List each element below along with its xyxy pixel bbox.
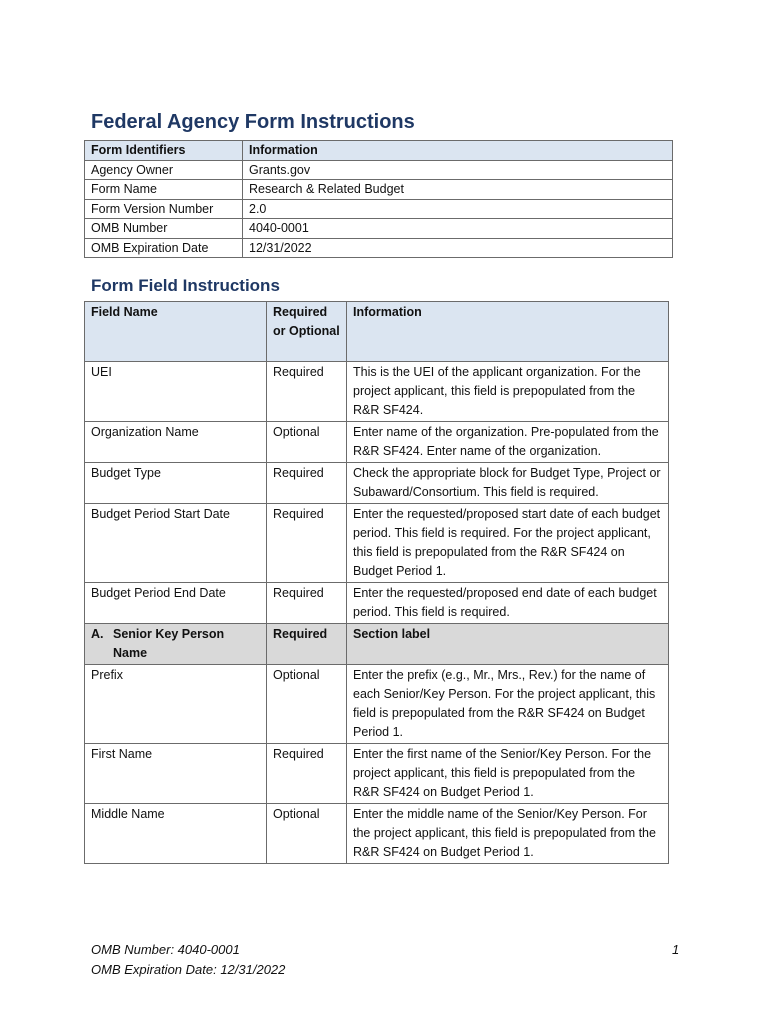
table-row xyxy=(85,744,669,804)
field-information: Check the appropriate block for Budget Type, Project or Subaward/Consortium. This field is required. xyxy=(347,463,669,504)
field-requirement: Optional xyxy=(267,665,347,744)
field-requirement: Required xyxy=(267,463,347,504)
section-row xyxy=(85,624,669,665)
table-row xyxy=(85,160,673,180)
identifier-value: Research & Related Budget xyxy=(243,180,673,200)
field-requirement: Required xyxy=(267,362,347,422)
column-header: Information xyxy=(243,141,673,161)
field-information: Enter the middle name of the Senior/Key Person. For the project applicant, this field is prepopulated from the R&R SF424 on Budget Period 1. xyxy=(347,804,669,864)
table-row xyxy=(85,463,669,504)
field-name: Budget Type xyxy=(85,463,267,504)
section-information: Section label xyxy=(347,624,669,665)
column-header: Form Identifiers xyxy=(85,141,243,161)
field-information: This is the UEI of the applicant organization. For the project applicant, this field is prepopulated from the R&R SF424. xyxy=(347,362,669,422)
page-footer xyxy=(91,940,285,980)
field-name: Middle Name xyxy=(85,804,267,864)
table-row xyxy=(85,180,673,200)
field-name: Budget Period End Date xyxy=(85,583,267,624)
table-row xyxy=(85,199,673,219)
field-requirement: Required xyxy=(267,504,347,583)
field-name: First Name xyxy=(85,744,267,804)
identifier-label: OMB Expiration Date xyxy=(85,238,243,258)
table-row xyxy=(85,422,669,463)
identifier-value: Grants.gov xyxy=(243,160,673,180)
identifier-value: 2.0 xyxy=(243,199,673,219)
field-information: Enter the requested/proposed end date of each budget period. This field is required. xyxy=(347,583,669,624)
table-header-row xyxy=(85,302,669,362)
field-requirement: Optional xyxy=(267,422,347,463)
field-requirement: Required xyxy=(267,744,347,804)
column-header: Field Name xyxy=(85,302,267,362)
table-row xyxy=(85,362,669,422)
column-header: Required or Optional xyxy=(267,302,347,362)
form-field-table xyxy=(84,301,669,864)
identifier-label: OMB Number xyxy=(85,219,243,239)
field-requirement: Optional xyxy=(267,804,347,864)
section-name: Senior Key Person Name xyxy=(113,627,225,660)
table-row xyxy=(85,583,669,624)
field-requirement: Required xyxy=(267,583,347,624)
field-name: UEI xyxy=(85,362,267,422)
page-title: Federal Agency Form Instructions xyxy=(91,111,415,133)
field-information: Enter the first name of the Senior/Key Person. For the project applicant, this field is prepopulated from the R&R SF424 on Budget Period 1. xyxy=(347,744,669,804)
page-number: 1 xyxy=(672,942,680,957)
identifier-value: 4040-0001 xyxy=(243,219,673,239)
identifier-label: Agency Owner xyxy=(85,160,243,180)
field-name: Prefix xyxy=(85,665,267,744)
field-information: Enter the requested/proposed start date of each budget period. This field is required. For the project applicant, this field is prepopulated from the R&R SF424 on Budget Period 1. xyxy=(347,504,669,583)
table-row xyxy=(85,504,669,583)
identifier-label: Form Version Number xyxy=(85,199,243,219)
footer-omb-expiration: OMB Expiration Date: 12/31/2022 xyxy=(91,962,286,977)
table-row xyxy=(85,219,673,239)
table-row xyxy=(85,804,669,864)
field-name: Organization Name xyxy=(85,422,267,463)
section-title: Form Field Instructions xyxy=(91,276,280,295)
section-letter: A. xyxy=(91,627,104,641)
identifier-label: Form Name xyxy=(85,180,243,200)
field-information: Enter the prefix (e.g., Mr., Mrs., Rev.) for the name of each Senior/Key Person. For the project applicant, this field is prepopulated from the R&R SF424 on Budget Period 1. xyxy=(347,665,669,744)
field-information: Enter name of the organization. Pre-populated from the R&R SF424. Enter name of the organization. xyxy=(347,422,669,463)
table-header-row xyxy=(85,141,673,161)
section-field-name xyxy=(85,624,267,665)
section-requirement: Required xyxy=(267,624,347,665)
field-name: Budget Period Start Date xyxy=(85,504,267,583)
form-identifiers-table xyxy=(84,140,673,258)
column-header: Information xyxy=(347,302,669,362)
table-row xyxy=(85,238,673,258)
table-row xyxy=(85,665,669,744)
footer-omb-number: OMB Number: 4040-0001 xyxy=(91,942,240,957)
identifier-value: 12/31/2022 xyxy=(243,238,673,258)
